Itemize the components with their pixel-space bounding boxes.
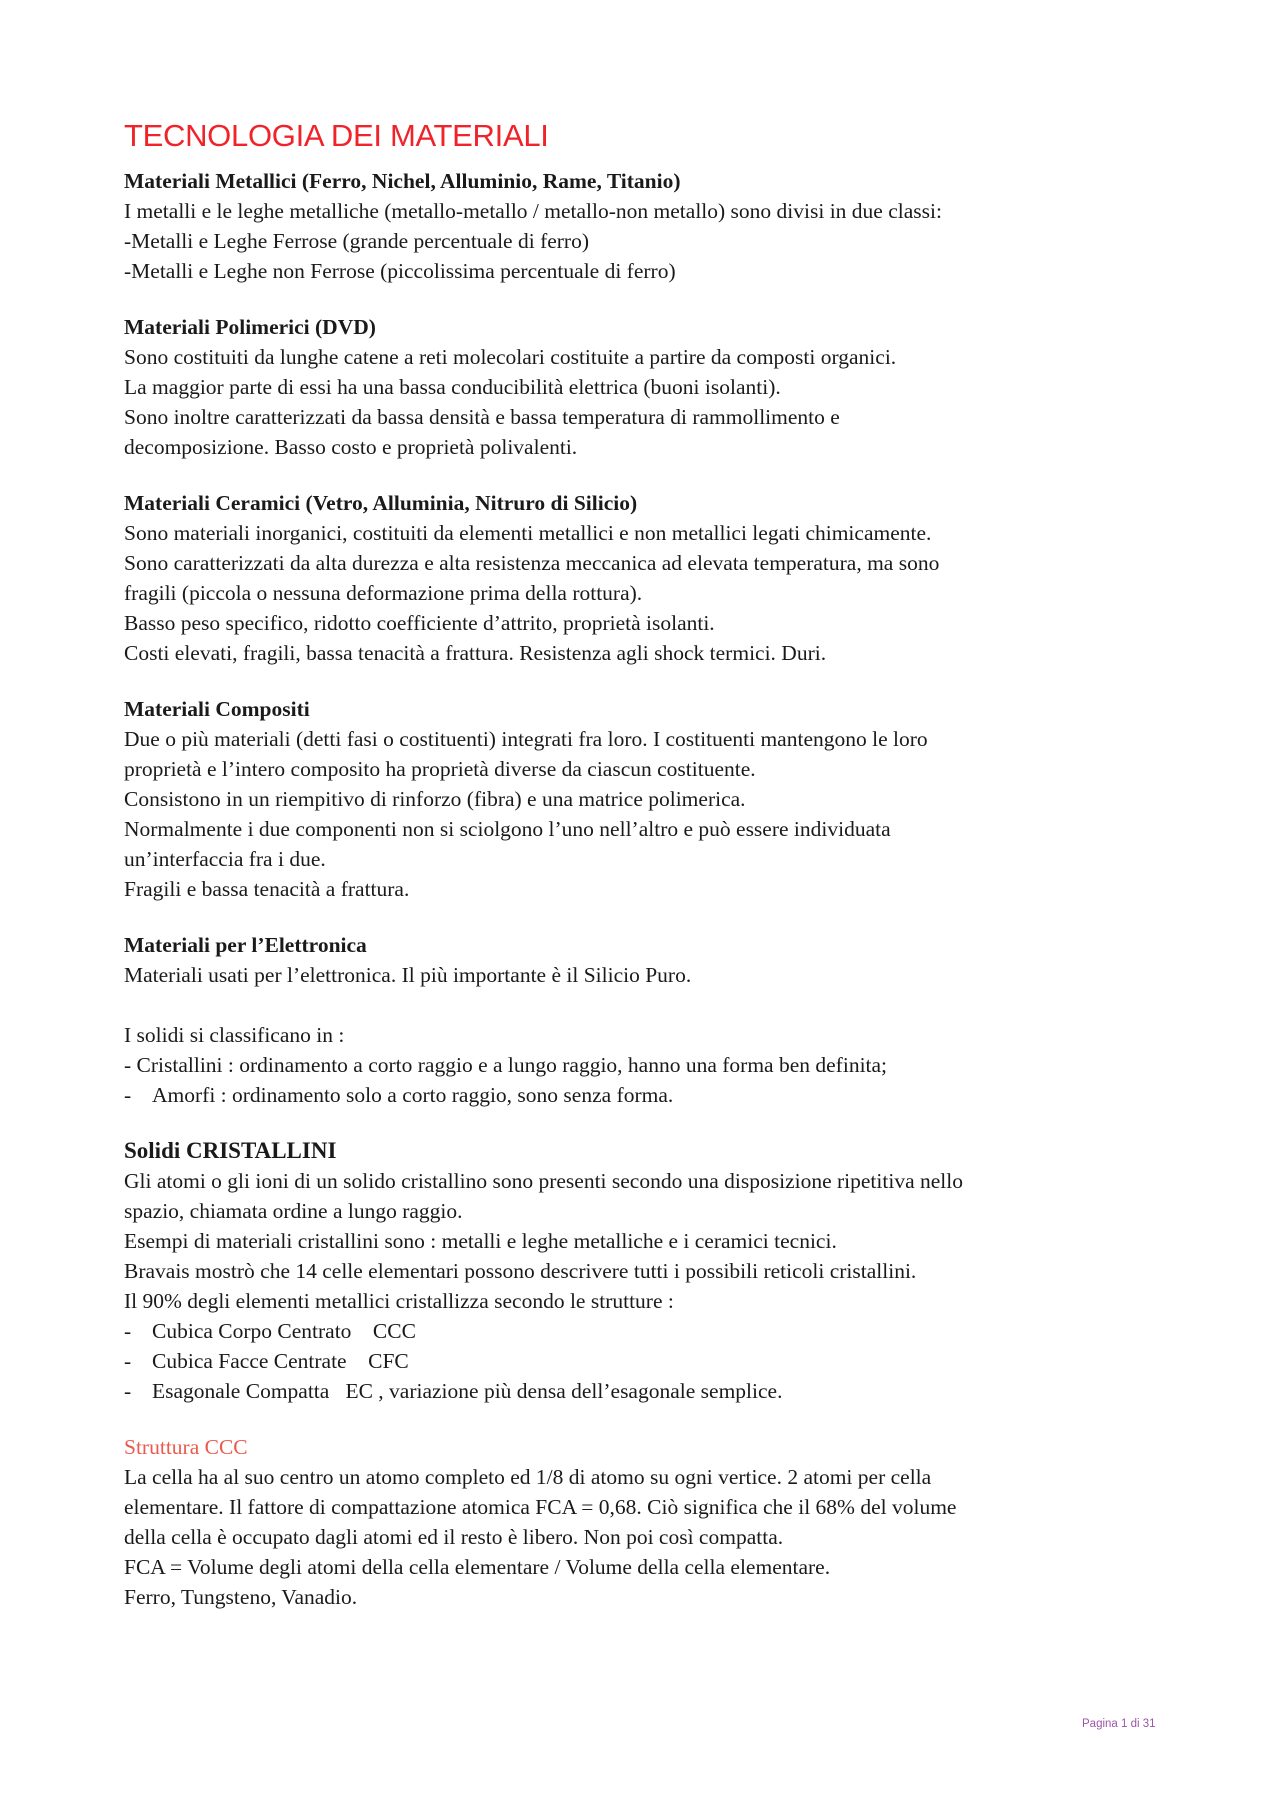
text-line: Sono caratterizzati da alta durezza e alta resistenza meccanica ad elevata temperatura, ma sono	[124, 551, 940, 575]
text-line: decomposizione. Basso costo e proprietà polivalenti.	[124, 435, 578, 459]
list-item	[124, 1080, 1164, 1110]
dash-bullet: -	[124, 1379, 132, 1403]
section-heading: Materiali Metallici (Ferro, Nichel, Alluminio, Rame, Titanio)	[124, 169, 681, 193]
paragraph-gap	[124, 990, 1164, 1020]
text-line: - Cristallini : ordinamento a corto raggio e a lungo raggio, hanno una forma ben definita;	[124, 1053, 888, 1077]
text-line: un’interfaccia fra i due.	[124, 847, 326, 871]
text-line: fragili (piccola o nessuna deformazione prima della rottura).	[124, 581, 643, 605]
text-line: della cella è occupato dagli atomi ed il resto è libero. Non poi così compatta.	[124, 1525, 784, 1549]
text-line: La cella ha al suo centro un atomo completo ed 1/8 di atomo su ogni vertice. 2 atomi per cella	[124, 1465, 932, 1489]
list-item-text: Cubica Corpo Centrato CCC	[152, 1319, 416, 1343]
page-number: Pagina 1 di 31	[1082, 1718, 1156, 1730]
text-line: Esempi di materiali cristallini sono : metalli e leghe metalliche e i ceramici tecnici.	[124, 1229, 837, 1253]
section-struttura-ccc	[124, 1432, 1164, 1612]
text-line: I solidi si classificano in :	[124, 1023, 345, 1047]
text-line: Due o più materiali (detti fasi o costituenti) integrati fra loro. I costituenti mantengono le loro	[124, 727, 928, 751]
section-heading: Materiali Polimerici (DVD)	[124, 315, 376, 339]
section-heading: Struttura CCC	[124, 1435, 248, 1459]
section-materiali-elettronica	[124, 930, 1164, 1110]
text-line: -Metalli e Leghe Ferrose (grande percentuale di ferro)	[124, 229, 590, 253]
text-line: Normalmente i due componenti non si sciolgono l’uno nell’altro e può essere individuata	[124, 817, 891, 841]
text-line: Basso peso specifico, ridotto coefficiente d’attrito, proprietà isolanti.	[124, 611, 715, 635]
dash-bullet: -	[124, 1319, 132, 1343]
list-item-text: Esagonale Compatta EC , variazione più densa dell’esagonale semplice.	[152, 1379, 783, 1403]
text-line: Sono inoltre caratterizzati da bassa densità e bassa temperatura di rammollimento e	[124, 405, 840, 429]
section-heading: Materiali Compositi	[124, 697, 310, 721]
text-line: Sono costituiti da lunghe catene a reti molecolari costituite a partire da composti organici.	[124, 345, 897, 369]
text-line: Fragili e bassa tenacità a frattura.	[124, 877, 410, 901]
section-materiali-polimerici	[124, 312, 1164, 462]
text-line: Consistono in un riempitivo di rinforzo (fibra) e una matrice polimerica.	[124, 787, 746, 811]
text-line: spazio, chiamata ordine a lungo raggio.	[124, 1199, 463, 1223]
list-item-text: Cubica Facce Centrate CFC	[152, 1349, 409, 1373]
section-materiali-metallici	[124, 166, 1164, 286]
document-title: TECNOLOGIA DEI MATERIALI	[124, 118, 549, 153]
text-line: Bravais mostrò che 14 celle elementari possono descrivere tutti i possibili reticoli cristallini.	[124, 1259, 917, 1283]
text-line: Sono materiali inorganici, costituiti da elementi metallici e non metallici legati chimicamente.	[124, 521, 932, 545]
dash-bullet: -	[124, 1349, 132, 1373]
text-line: La maggior parte di essi ha una bassa conducibilità elettrica (buoni isolanti).	[124, 375, 781, 399]
list-item	[124, 1376, 1164, 1406]
section-heading: Materiali Ceramici (Vetro, Alluminia, Nitruro di Silicio)	[124, 491, 638, 515]
section-solidi-cristallini	[124, 1136, 1164, 1406]
section-heading: Solidi CRISTALLINI	[124, 1138, 337, 1163]
dash-bullet: -	[124, 1083, 132, 1107]
list-item-text: Amorfi : ordinamento solo a corto raggio, sono senza forma.	[152, 1083, 674, 1107]
text-line: FCA = Volume degli atomi della cella elementare / Volume della cella elementare.	[124, 1555, 831, 1579]
text-line: -Metalli e Leghe non Ferrose (piccolissima percentuale di ferro)	[124, 259, 676, 283]
text-line: Il 90% degli elementi metallici cristallizza secondo le strutture :	[124, 1289, 674, 1313]
list-item	[124, 1346, 1164, 1376]
section-heading: Materiali per l’Elettronica	[124, 933, 367, 957]
text-line: Costi elevati, fragili, bassa tenacità a frattura. Resistenza agli shock termici. Duri.	[124, 641, 827, 665]
text-line: proprietà e l’intero composito ha proprietà diverse da ciascun costituente.	[124, 757, 756, 781]
list-item	[124, 1316, 1164, 1346]
text-line: Materiali usati per l’elettronica. Il più importante è il Silicio Puro.	[124, 963, 692, 987]
text-line: I metalli e le leghe metalliche (metallo-metallo / metallo-non metallo) sono divisi in due classi:	[124, 199, 942, 223]
text-line: Gli atomi o gli ioni di un solido cristallino sono presenti secondo una disposizione ripetitiva nello	[124, 1169, 963, 1193]
document-page	[124, 118, 1164, 1638]
text-line: elementare. Il fattore di compattazione atomica FCA = 0,68. Ciò significa che il 68% del volume	[124, 1495, 957, 1519]
section-materiali-ceramici	[124, 488, 1164, 668]
section-materiali-compositi	[124, 694, 1164, 904]
text-line: Ferro, Tungsteno, Vanadio.	[124, 1585, 358, 1609]
